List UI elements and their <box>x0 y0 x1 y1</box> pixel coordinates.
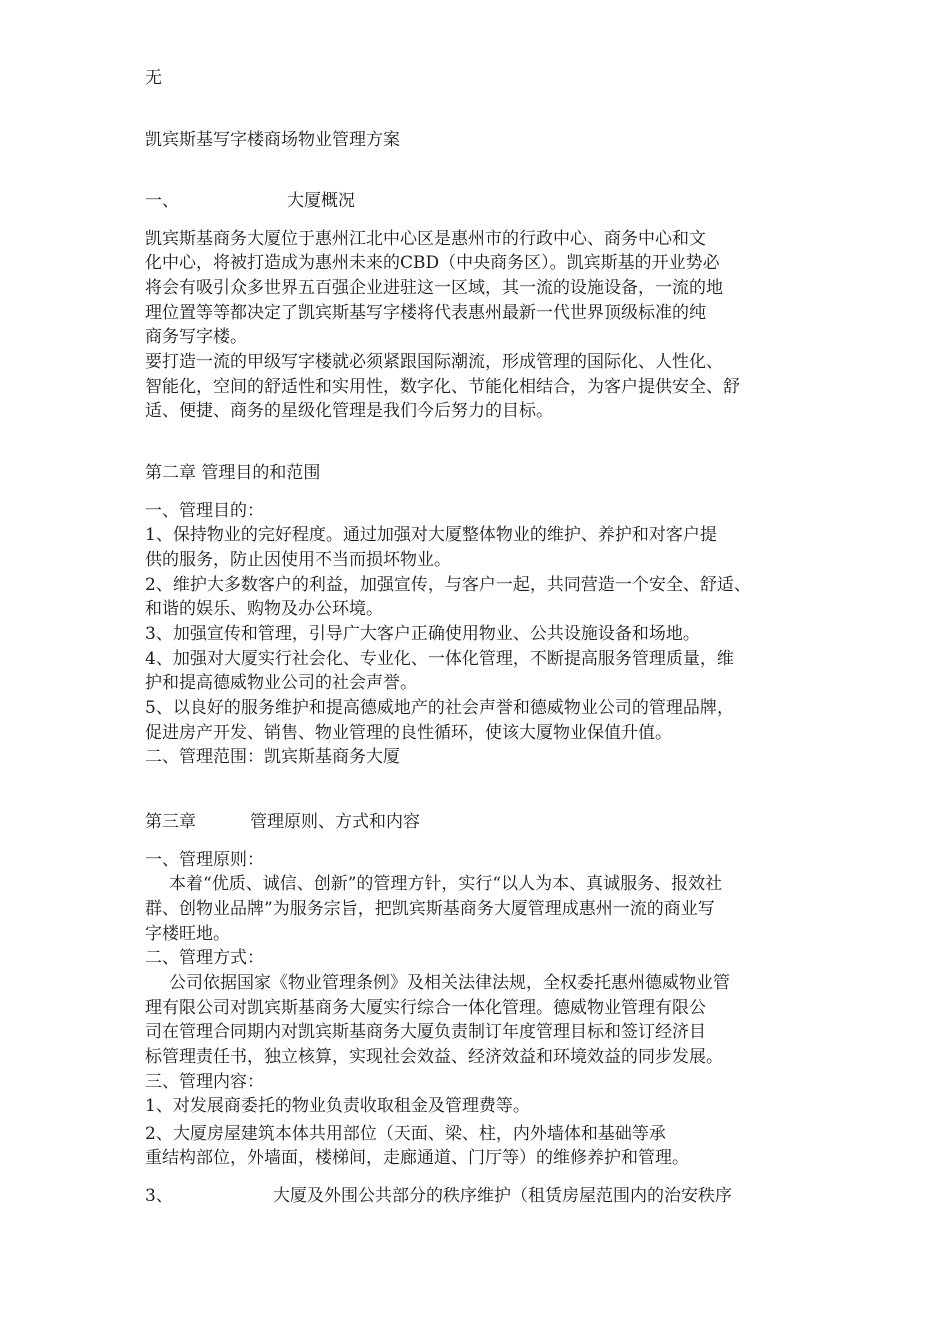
section1-title: 大厦概况 <box>287 191 355 211</box>
paragraph-line: 理位置等等都决定了凯宾斯基写字楼将代表惠州最新一代世界顶级标准的纯 <box>145 303 706 323</box>
paragraph-line: 要打造一流的甲级写字楼就必须紧跟国际潮流，形成管理的国际化、人性化、 <box>145 352 723 372</box>
list-line: 2、大厦房屋建筑本体共用部位（天面、梁、柱，内外墙体和基础等承 <box>145 1124 666 1144</box>
list-line: 3、加强宣传和管理，引导广大客户正确使用物业、公共设施设备和场地。 <box>145 624 700 644</box>
chapter3-title: 管理原则、方式和内容 <box>250 812 420 832</box>
chapter3-num: 第三章 <box>145 812 196 832</box>
chapter3-sub3: 三、管理内容： <box>145 1072 264 1092</box>
list-line: 4、加强对大厦实行社会化、专业化、一体化管理，不断提高服务管理质量，维 <box>145 649 734 669</box>
list-line: 供的服务，防止因使用不当而损坏物业。 <box>145 550 451 570</box>
chapter2-title: 第二章 管理目的和范围 <box>145 463 321 483</box>
chapter2-sub2: 二、管理范围：凯宾斯基商务大厦 <box>145 747 400 767</box>
list-line: 1、对发展商委托的物业负责收取租金及管理费等。 <box>145 1096 530 1116</box>
list-line-item3 <box>145 1184 820 1208</box>
section1-num: 一、 <box>145 191 179 211</box>
paragraph-line: 凯宾斯基商务大厦位于惠州江北中心区是惠州市的行政中心、商务中心和文 <box>145 229 706 249</box>
chapter3-heading <box>145 810 820 834</box>
doc-title: 凯宾斯基写字楼商场物业管理方案 <box>145 130 400 150</box>
paragraph-line: 标管理责任书，独立核算，实现社会效益、经济效益和环境效益的同步发展。 <box>145 1047 723 1067</box>
paragraph-line: 智能化，空间的舒适性和实用性，数字化、节能化相结合，为客户提供安全、舒 <box>145 377 740 397</box>
list-line: 2、维护大多数客户的利益，加强宣传，与客户一起，共同营造一个安全、舒适、 <box>145 575 751 595</box>
list-line: 护和提高德威物业公司的社会声誉。 <box>145 673 417 693</box>
chapter3-sub2: 二、管理方式： <box>145 948 264 968</box>
paragraph-line: 公司依据国家《物业管理条例》及相关法律法规，全权委托惠州德威物业管 <box>169 973 730 993</box>
item3-num: 3、 <box>145 1186 173 1206</box>
paragraph-line: 本着“优质、诚信、创新”的管理方针，实行“以人为本、真诚服务、报效社 <box>169 874 723 894</box>
list-line: 促进房产开发、销售、物业管理的良性循环，使该大厦物业保值升值。 <box>145 723 672 743</box>
paragraph-line: 理有限公司对凯宾斯基商务大厦实行综合一体化管理。德威物业管理有限公 <box>145 998 706 1018</box>
paragraph-line: 字楼旺地。 <box>145 924 230 944</box>
section1-heading <box>145 189 820 213</box>
paragraph-line: 将会有吸引众多世界五百强企业进驻这一区域，其一流的设施设备，一流的地 <box>145 278 723 298</box>
item3-text: 大厦及外围公共部分的秩序维护（租赁房屋范围内的治安秩序 <box>273 1186 732 1206</box>
paragraph-line: 群、创物业品牌”为服务宗旨，把凯宾斯基商务大厦管理成惠州一流的商业写 <box>145 899 715 919</box>
list-line: 重结构部位，外墙面，楼梯间，走廊通道、门厅等）的维修养护和管理。 <box>145 1148 689 1168</box>
paragraph-line: 商务写字楼。 <box>145 327 247 347</box>
list-line: 1、保持物业的完好程度。通过加强对大厦整体物业的维护、养护和对客户提 <box>145 525 717 545</box>
list-line: 和谐的娱乐、购物及办公环境。 <box>145 599 383 619</box>
chapter2-sub1: 一、管理目的： <box>145 501 264 521</box>
paragraph-line: 适、便捷、商务的星级化管理是我们今后努力的目标。 <box>145 401 553 421</box>
paragraph-line: 司在管理合同期内对凯宾斯基商务大厦负责制订年度管理目标和签订经济目 <box>145 1022 706 1042</box>
chapter3-sub1: 一、管理原则： <box>145 850 264 870</box>
paragraph-line: 化中心，将被打造成为惠州未来的CBD（中央商务区）。凯宾斯基的开业势必 <box>145 253 720 273</box>
header-mark: 无 <box>145 68 162 88</box>
list-line: 5、以良好的服务维护和提高德威地产的社会声誉和德威物业公司的管理品牌， <box>145 698 734 718</box>
